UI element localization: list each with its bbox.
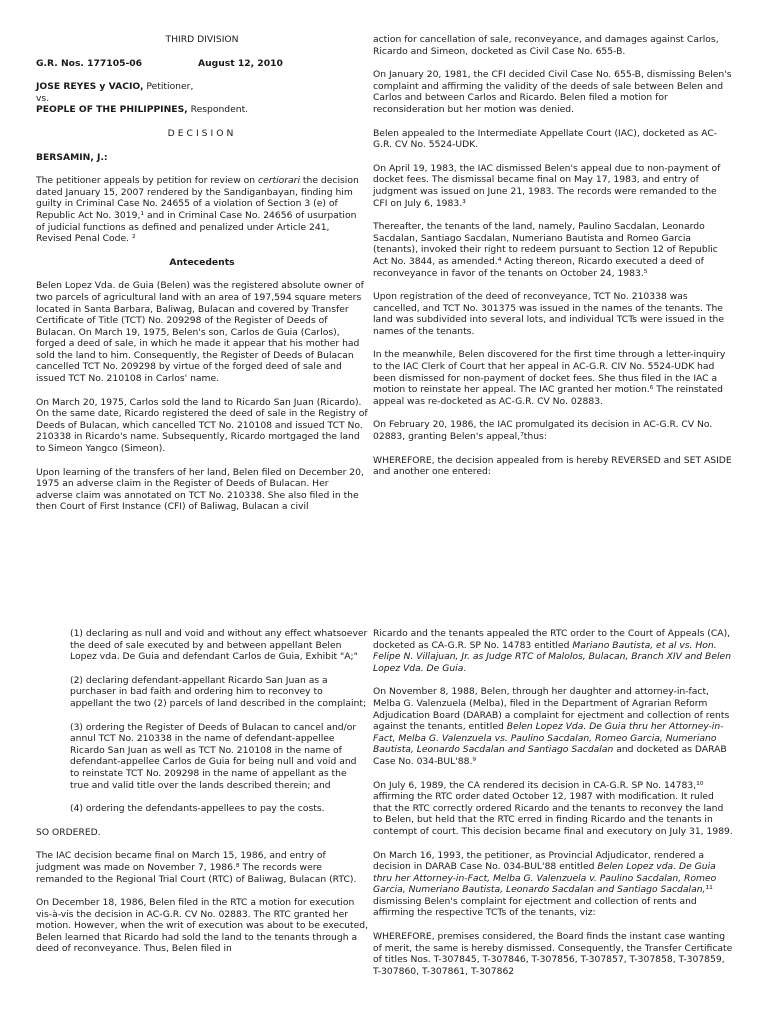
respondent-role: Respondent. — [187, 104, 249, 116]
quoted-board-decision: WHEREFORE, premises considered, the Board finds the instant case wanting of merit, the same is hereby dismissed. Consequently, the Transfer Certificate of titles Nos. T-307845, T-307846, T-307856, T-307857, T-307858, T-307859, T-307860, T-307861, T-307862 — [373, 931, 733, 977]
respondent-name: PEOPLE OF THE PHILIPPINES, — [36, 104, 188, 116]
paragraph: Belen appealed to the Intermediate Appellate Court (IAC), docketed as AC-G.R. CV No. 5524-UDK. — [373, 127, 718, 151]
paragraph-darab-complaint: On November 8, 1988, Belen, through her daughter and attorney-in-fact, Melba G. Valenzuela (Melba), filed in the Department of Agrarian Reform Adjudication Board (DARAB) a complaint for ejectment and collection of rents against the tenants, entitled Belen Lopez Vda. De Guia thru her Attorney-in-Fact, Melba G. Valenzuela vs. Paulino Sacdalan, Romeo Garcia, Numeriano Bautista, Leonardo Sacdalan and Santiago Sacdalan and docketed as DARAB Case No. 034-BUL'88.⁹ — [373, 686, 730, 767]
dispositive-item-4: (4) ordering the defendants-appellees to pay the costs. — [70, 803, 325, 815]
petitioner-name: JOSE REYES y VACIO, — [36, 81, 144, 93]
decision-date: August 12, 2010 — [198, 57, 283, 69]
petitioner-role: Petitioner, — [143, 81, 194, 93]
paragraph: On April 19, 1983, the IAC dismissed Belen's appeal due to non-payment of docket fees. The dismissal became final on May 17, 1983, and entry of judgment was issued on June 21, 1983. The records were remanded to the CFI on July 6, 1983.³ — [373, 162, 721, 209]
dispositive-item-1: (1) declaring as null and void and without any effect whatsoever the deed of sale executed by and between appellant Belen Lopez vda. De Guia and defendant Carlos de Guia, Exhibit "A;" — [70, 628, 368, 663]
dispositive-item-3: (3) ordering the Register of Deeds of Bulacan to cancel and/or annul TCT No. 210338 in the name of defendant-appellee Ricardo San Juan as well as TCT No. 210108 in the name of defendant-appellee Carlos de Guia for being null and void and to reinstate TCT No. 209298 in the name of appellant as the true and valid title over the lands described therein; and — [70, 721, 357, 791]
ponente: BERSAMIN, J.: — [36, 151, 108, 163]
document-page-2 — [0, 600, 768, 1024]
so-ordered: SO ORDERED. — [36, 826, 101, 838]
page2-left-column — [36, 628, 368, 967]
paragraph-ca-decision: On July 6, 1989, the CA rendered its decision in CA-G.R. SP No. 14783,¹⁰ affirming the RTC order dated October 12, 1987 with modification. It ruled that the RTC correctly ordered Ricardo and the tenants to reconvey the land to Belen, but held that the RTC erred in finding Ricardo and the tenants in contempt of court. This decision became final and executory on July 31, 1989. — [373, 779, 733, 837]
antecedents-heading: Antecedents — [169, 256, 235, 268]
gr-number: G.R. Nos. 177105-06 — [36, 57, 143, 69]
paragraph-march-20: On March 20, 1975, Carlos sold the land to Ricardo San Juan (Ricardo). On the same date, Ricardo registered the deed of sale in the Registry of Deeds of Bulacan, which cancelled TCT No. 210108 and issued TCT No. 210338 in Ricardo's name. Subsequently, Ricardo mortgaged the land to Simeon Yangco (Simeon). — [36, 396, 368, 455]
paragraph: Upon registration of the deed of reconveyance, TCT No. 210338 was cancelled, and TCT No. 301375 was issued in the names of the tenants. The land was subdivided into several lots, and individual TCTs were issued in the names of the tenants. — [373, 291, 725, 337]
case-parties — [36, 81, 368, 116]
dispositive-item-2: (2) declaring defendant-appellant Ricardo San Juan as a purchaser in bad faith and ordering him to reconvey to appellant the two (2) parcels of land described in the complaint; — [70, 674, 367, 709]
decision-heading: DECISION — [167, 127, 237, 139]
paragraph-provincial-adjudicator: On March 16, 1993, the petitioner, as Provincial Adjudicator, rendered a decision in DARAB Case No. 034-BUL'88 entitled Belen Lopez vda. De Guia thru her Attorney-in-Fact, Melba G. Valenzuela v. Paulino Sacdalan, Romeo Garcia, Numeriano Bautista, Leonardo Sacdalan and Santiago Sacdalan,¹¹ dismissing Belen's complaint for ejectment and collection of rents and affirming the respective TCTs of the tenants, viz: — [373, 849, 717, 919]
versus: vs. — [36, 92, 50, 104]
intro-paragraph: The petitioner appeals by petition for review on certiorari the decision dated January 15, 2007 rendered by the Sandiganbayan, finding him guilty in Criminal Case No. 24655 of a violation of Section 3 (e) of Republic Act No. 3019,¹ and in Criminal Case No. 24656 of usurpation of judicial functions as defined and penalized under Article 241, Revised Penal Code. ² — [36, 175, 359, 245]
quoted-dispositive: WHEREFORE, the decision appealed from is hereby REVERSED and SET ASIDE and another one entered: — [373, 454, 732, 478]
page2-right-column — [373, 628, 733, 989]
paragraph-iac-final: The IAC decision became final on March 15, 1986, and entry of judgment was made on November 7, 1986.⁸ The records were remanded to the Regional Trial Court (RTC) of Baliwag, Bulacan (RTC). — [36, 850, 357, 885]
paragraph-belen: Belen Lopez Vda. de Guia (Belen) was the registered absolute owner of two parcels of agricultural land with an area of 197,594 square meters located in Santa Barbara, Baliwag, Bulacan and covered by Transfer Certificate of Title (TCT) No. 209298 of the Register of Deeds of Bulacan. On March 19, 1975, Belen's son, Carlos de Guia (Carlos), forged a deed of sale, in which he made it appear that his mother had sold the land to him. Consequently, the Register of Deeds of Bulacan cancelled TCT No. 209298 by virtue of the forged deed of sale and issued TCT No. 210108 in Carlos' name. — [36, 280, 364, 385]
paragraph-adverse-claim: Upon learning of the transfers of her land, Belen filed on December 20, 1975 an adverse claim in the Register of Deeds of Bulacan. Her adverse claim was annotated on TCT No. 210338. She also filed in the then Court of First Instance (CFI) of Baliwag, Bulacan a civil — [36, 466, 364, 513]
paragraph: On January 20, 1981, the CFI decided Civil Case No. 655-B, dismissing Belen's complaint and affirming the validity of the deeds of sale between Belen and Carlos and between Carlos and Ricardo. Belen filed a motion for reconsideration but her motion was denied. — [373, 69, 732, 115]
division-heading: THIRD DIVISION — [165, 34, 239, 45]
paragraph: Thereafter, the tenants of the land, namely, Paulino Sacdalan, Leonardo Sacdalan, Santiago Sacdalan, Numeriano Bautista and Romeo Garcia (tenants), invoked their right to redeem pursuant to Section 12 of Republic Act No. 3844, as amended.⁴ Acting thereon, Ricardo executed a deed of reconveyance in favor of the tenants on October 24, 1983.⁵ — [373, 221, 718, 279]
page1-right-column — [373, 34, 733, 490]
case-number-line — [36, 58, 368, 70]
paragraph: On February 20, 1986, the IAC promulgated its decision in AC-G.R. CV No. 02883, granting Belen's appeal,⁷thus: — [373, 419, 713, 443]
paragraph-december-18: On December 18, 1986, Belen filed in the RTC a motion for execution vis-à-vis the decision in AC-G.R. CV No. 02883. The RTC granted her motion. However, when the writ of execution was about to be executed, Belen learned that Ricardo had sold the land to the tenants through a deed of reconveyance. Thus, Belen filed in — [36, 897, 368, 955]
paragraph: action for cancellation of sale, reconveyance, and damages against Carlos, Ricardo and Simeon, docketed as Civil Case No. 655-B. — [373, 34, 719, 57]
page1-left-column — [36, 34, 368, 525]
paragraph-ca-appeal: Ricardo and the tenants appealed the RTC order to the Court of Appeals (CA), docketed as CA-G.R. SP No. 14783 entitled Mariano Bautista, et al vs. Hon. Felipe N. Villajuan, Jr. as Judge RTC of Malolos, Bulacan, Branch XIV and Belen Lopez Vda. De Guia. — [373, 628, 732, 674]
paragraph: In the meanwhile, Belen discovered for the first time through a letter-inquiry to the IAC Clerk of Court that her appeal in AC-G.R. CIV No. 5524-UDK had been dismissed for non-payment of docket fees. She thus filed in the IAC a motion to reinstate her appeal. The IAC granted her motion.⁶ The reinstated appeal was re-docketed as AC-G.R. CV No. 02883. — [373, 349, 726, 407]
